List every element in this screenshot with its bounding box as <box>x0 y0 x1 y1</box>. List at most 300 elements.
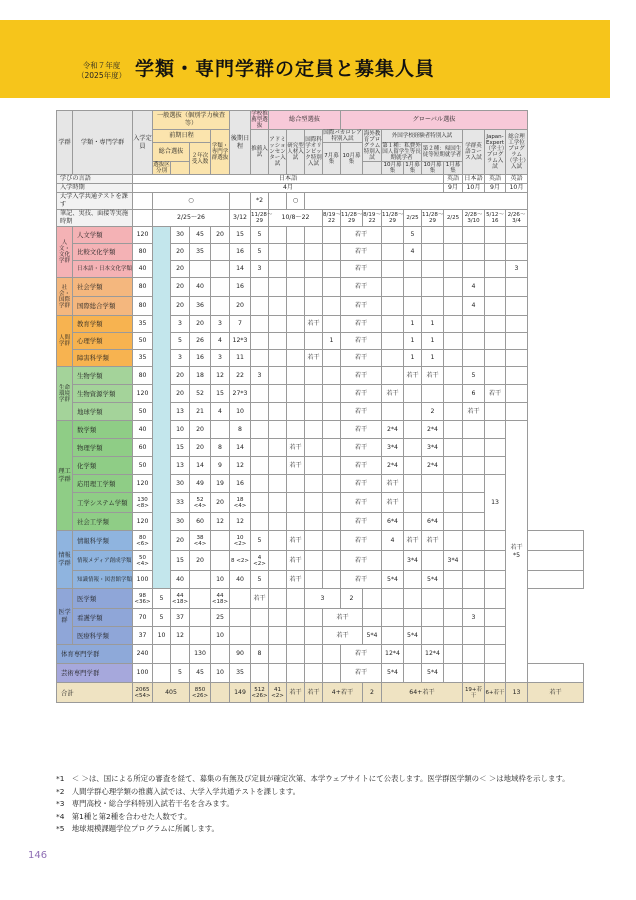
cell: 若干 <box>341 457 382 475</box>
cell <box>463 227 485 244</box>
cell <box>269 227 287 244</box>
cell: 若干 <box>341 475 382 493</box>
cell: 8 <box>211 439 230 457</box>
cell <box>485 664 506 683</box>
cell <box>404 589 422 609</box>
cell <box>269 297 287 316</box>
cell: 4 <box>211 333 230 350</box>
table-row <box>57 244 584 261</box>
cell <box>305 278 323 297</box>
col-olympic: 国際科学オリンピック特別入試 <box>305 130 323 175</box>
cell <box>382 316 404 333</box>
cell: 16 <box>230 278 251 297</box>
cell <box>251 316 269 333</box>
cell: 若干 <box>382 493 404 513</box>
cell <box>506 367 528 385</box>
cell <box>506 403 528 421</box>
cell: 405 <box>153 683 190 703</box>
row-label: 数学類 <box>73 421 133 439</box>
cell <box>251 403 269 421</box>
row-label: 医学類 <box>73 589 133 609</box>
cell: 60 <box>133 439 153 457</box>
cell: 3 <box>171 350 190 367</box>
cell <box>211 244 230 261</box>
cell: 2 <box>363 683 382 703</box>
cell <box>382 551 404 571</box>
info-cell: *2 <box>251 193 269 210</box>
cell <box>485 645 506 664</box>
cell <box>463 664 485 683</box>
cell <box>404 261 422 278</box>
cell <box>382 278 404 297</box>
footnote: *2 人間学群心理学類の推薦入試では、大学入学共通テストを課します。 <box>56 786 301 796</box>
cell: 19+若干 <box>463 683 485 703</box>
cell <box>287 278 305 297</box>
cell <box>251 627 269 645</box>
cell: 2 <box>341 589 363 609</box>
cell: 若干 <box>341 333 382 350</box>
cell <box>305 475 323 493</box>
cell <box>323 457 341 475</box>
cell: 15 <box>230 227 251 244</box>
table-row <box>57 421 584 439</box>
cell <box>323 551 341 571</box>
cell <box>382 297 404 316</box>
cell: 50 <4> <box>133 551 153 571</box>
cell <box>269 333 287 350</box>
cell: 若干 <box>485 385 506 403</box>
cell <box>528 571 584 589</box>
cell <box>323 385 341 403</box>
cell: 512 <26> <box>251 683 269 703</box>
row-label: 知識情報・図書館学類 <box>73 571 133 589</box>
cell: 6+若干 <box>485 683 506 703</box>
cell <box>506 297 528 316</box>
cell: 5*4 <box>382 571 404 589</box>
cell <box>269 664 287 683</box>
cell: 10 <box>230 403 251 421</box>
cell <box>444 278 463 297</box>
cell <box>485 261 506 278</box>
cell: 5*4 <box>363 627 382 645</box>
total-row <box>57 683 584 703</box>
cell <box>528 531 584 551</box>
col-sogo-bunka: 選抜区分別 <box>153 162 170 174</box>
cell <box>422 609 444 627</box>
info-cell: 10/8〜22 <box>269 210 323 227</box>
cell <box>171 645 190 664</box>
table-row <box>57 367 584 385</box>
cell <box>463 244 485 261</box>
cell: 4 <box>463 278 485 297</box>
cell <box>211 278 230 297</box>
page-number: 146 <box>28 850 48 861</box>
cell: 5 <box>251 227 269 244</box>
cell <box>506 316 528 333</box>
footnote: *5 地球規模課題学位プログラムに所属します。 <box>56 824 219 834</box>
cell <box>382 244 404 261</box>
year-line: （2025年度） <box>77 71 127 80</box>
table-row <box>57 333 584 350</box>
cell <box>211 261 230 278</box>
cell <box>305 609 323 627</box>
cell <box>444 493 463 513</box>
cell <box>323 571 341 589</box>
cell <box>251 350 269 367</box>
table-row <box>57 551 584 571</box>
col-c1: 1月募集 <box>405 162 420 174</box>
cell <box>305 367 323 385</box>
cell: 1 <box>404 333 422 350</box>
group-label: 情報学群 <box>57 531 73 589</box>
cell <box>269 531 287 551</box>
info-cell: 英語 <box>506 175 528 184</box>
cell: 70 <box>133 609 153 627</box>
cell <box>323 421 341 439</box>
cell <box>485 627 506 645</box>
cell <box>485 421 506 439</box>
cell <box>190 261 211 278</box>
cell <box>269 403 287 421</box>
cell <box>463 531 485 551</box>
cell: 若干 <box>341 316 382 333</box>
cell <box>287 513 305 531</box>
table-row <box>57 278 584 297</box>
cell: 80 <box>133 244 153 261</box>
cell: 若干 <box>341 571 382 589</box>
cell <box>251 439 269 457</box>
cell <box>463 350 485 367</box>
cell: 44 <18> <box>211 589 230 609</box>
cell <box>444 385 463 403</box>
info-cell: 10月 <box>506 184 528 193</box>
cell <box>382 261 404 278</box>
col-teiin: 入学定員 <box>133 111 153 175</box>
info-cell: 8/19〜22 <box>363 210 382 227</box>
row-label: 情報科学類 <box>73 531 133 551</box>
cell: 40 <box>133 421 153 439</box>
cell <box>463 316 485 333</box>
cell: 12*4 <box>382 645 404 664</box>
cell <box>323 367 341 385</box>
row-label: 比較文化学類 <box>73 244 133 261</box>
cell: 100 <box>133 571 153 589</box>
cell: 若干 <box>305 350 323 367</box>
cell <box>269 278 287 297</box>
cell <box>404 571 422 589</box>
cell <box>269 316 287 333</box>
table-row <box>57 531 584 551</box>
cell <box>463 645 485 664</box>
cell: 13 <box>171 457 190 475</box>
cell: 6*4 <box>422 513 444 531</box>
cell <box>404 664 422 683</box>
cell <box>269 385 287 403</box>
table-row <box>57 261 584 278</box>
cell: 45 <box>190 664 211 683</box>
cell <box>153 664 171 683</box>
cell <box>404 439 422 457</box>
cell <box>404 513 422 531</box>
cell <box>190 609 211 627</box>
cell <box>382 589 404 609</box>
cell: 5 <box>171 333 190 350</box>
cell: 41 <2> <box>269 683 287 703</box>
info-cell: 5/12〜16 <box>485 210 506 227</box>
cell: 15 <box>211 385 230 403</box>
info-cell <box>230 193 251 210</box>
cell <box>485 350 506 367</box>
cell: 1 <box>422 350 444 367</box>
row-label: 国際総合学類 <box>73 297 133 316</box>
cell <box>382 350 404 367</box>
cell: 1 <box>422 333 444 350</box>
chikyu-merged-cell: 若干 *5 <box>506 421 528 683</box>
cell <box>251 297 269 316</box>
cell: 8 <box>230 421 251 439</box>
cell <box>305 513 323 531</box>
cell <box>323 278 341 297</box>
cell <box>444 261 463 278</box>
cell <box>305 457 323 475</box>
cell <box>287 421 305 439</box>
table-row <box>57 627 584 645</box>
cell <box>444 609 463 627</box>
cell: 35 <box>133 350 153 367</box>
cell: 12 <box>230 457 251 475</box>
cell: 5*4 <box>422 571 444 589</box>
col-suisen: 推薦入試 <box>251 130 269 175</box>
cell: 若干 <box>287 683 305 703</box>
info-cell: ○ <box>153 193 230 210</box>
cell: 5 <box>251 244 269 261</box>
cell <box>190 589 211 609</box>
total-label: 合計 <box>57 683 133 703</box>
cell: 若干 <box>323 609 363 627</box>
cell <box>463 457 485 475</box>
info-cell: 2/25〜26 <box>153 210 230 227</box>
cell: 80 <box>133 367 153 385</box>
cell <box>506 278 528 297</box>
cell <box>251 609 269 627</box>
cell <box>444 333 463 350</box>
cell <box>463 513 485 531</box>
table-row <box>57 457 584 475</box>
col-2nen: ２年次受入数 <box>190 143 211 175</box>
cell: 850 <26> <box>190 683 211 703</box>
col-japan: Japan-Expert（学士）プログラム入試 <box>485 130 506 175</box>
cell: 20 <box>190 316 211 333</box>
table-row <box>57 297 584 316</box>
page-title: 学類・専門学群の定員と募集人員 <box>135 58 436 80</box>
cell: 3 <box>251 367 269 385</box>
cell: 20 <box>230 297 251 316</box>
col-c10: 10月募集 <box>383 162 402 174</box>
cell <box>251 421 269 439</box>
cell: 若干 <box>382 475 404 493</box>
cell: 130 <box>190 645 211 664</box>
cell: 2*4 <box>422 457 444 475</box>
cell: 3 <box>463 609 485 627</box>
cell: 19 <box>211 475 230 493</box>
cell: 16 <box>230 475 251 493</box>
col-dai2: 第２種：帰国生徒等短期就学者 <box>422 143 463 162</box>
row-label: 心理学類 <box>73 333 133 350</box>
cell <box>485 589 506 609</box>
col-sogogata: 総合型選抜 <box>269 111 341 130</box>
cell: 37 <box>171 609 190 627</box>
cell <box>269 513 287 531</box>
table-row <box>57 475 584 493</box>
row-label: 看護学類 <box>73 609 133 627</box>
cell <box>422 627 444 645</box>
cell <box>251 664 269 683</box>
cell <box>485 297 506 316</box>
cell <box>305 244 323 261</box>
cell <box>305 531 323 551</box>
cell: 若干 <box>341 385 382 403</box>
cell: 60 <box>190 513 211 531</box>
cell <box>287 475 305 493</box>
cell: 40 <box>171 571 190 589</box>
table-row <box>57 571 584 589</box>
col-gaikoku: 外国学校経験者特別入試 <box>382 130 463 143</box>
info-cell <box>133 193 153 210</box>
cell <box>251 475 269 493</box>
group-label: 人間学群 <box>57 316 73 367</box>
row-label: 物理学類 <box>73 439 133 457</box>
info-cell: 9月 <box>485 184 506 193</box>
cell: 36 <box>190 297 211 316</box>
row-label: 芸術専門学群 <box>57 664 133 683</box>
group-label: 人文・文化学群 <box>57 227 73 278</box>
cell: 5 <box>251 571 269 589</box>
cell: 4+若干 <box>323 683 363 703</box>
cell <box>506 227 528 244</box>
table-row <box>57 403 584 421</box>
cell: 27*3 <box>230 385 251 403</box>
cell: 25 <box>211 609 230 627</box>
cell: 120 <box>133 385 153 403</box>
cell <box>287 244 305 261</box>
cell: 37 <box>133 627 153 645</box>
cell: 80 <box>133 278 153 297</box>
info-cell: 英語 <box>485 175 506 184</box>
cell: 20 <box>190 551 211 571</box>
cell: 5 <box>153 609 171 627</box>
cell: 149 <box>230 683 251 703</box>
info-row-time <box>57 184 584 193</box>
row-label: 応用理工学類 <box>73 475 133 493</box>
cell: 20 <box>211 493 230 513</box>
cell <box>269 350 287 367</box>
cell: 20 <box>171 367 190 385</box>
cell: 52 <4> <box>190 493 211 513</box>
cell: 若干 <box>382 385 404 403</box>
cell <box>230 589 251 609</box>
cell <box>305 493 323 513</box>
cell <box>382 627 404 645</box>
cell: 120 <box>133 475 153 493</box>
cell: 2*4 <box>382 457 404 475</box>
info-cell: 英語 <box>444 175 463 184</box>
fiscal-year-label <box>77 61 126 81</box>
info-cell <box>133 210 153 227</box>
info-cell: 11/28〜29 <box>422 210 444 227</box>
info-row-language <box>57 175 584 184</box>
cell: 20 <box>190 439 211 457</box>
cell: 3 <box>211 316 230 333</box>
col-sogo-blank <box>171 162 190 175</box>
cell <box>382 367 404 385</box>
cell <box>528 664 584 683</box>
cell: 5 <box>404 227 422 244</box>
cell <box>211 421 230 439</box>
info-cell: 3/12 <box>230 210 251 227</box>
table-row <box>57 645 584 664</box>
col-gakurui-senmon: 学類・専門学群選抜 <box>211 130 230 175</box>
cell: 9 <box>211 457 230 475</box>
row-label: 化学類 <box>73 457 133 475</box>
cell: 若干 <box>404 531 422 551</box>
cell <box>287 316 305 333</box>
cell: 50 <box>133 403 153 421</box>
cell <box>463 439 485 457</box>
cell: 15 <box>171 551 190 571</box>
cell <box>287 367 305 385</box>
cell <box>444 571 463 589</box>
cell: 5*4 <box>422 664 444 683</box>
cell: 13 <box>506 683 528 703</box>
cell <box>444 439 463 457</box>
info-cell: 8/19〜22 <box>323 210 341 227</box>
group-label: 理工学群 <box>57 421 73 531</box>
col-global: グローバル選抜 <box>341 111 528 130</box>
cell <box>422 244 444 261</box>
group-label: 医学群 <box>57 589 73 645</box>
cell: 3*4 <box>382 439 404 457</box>
cell <box>422 261 444 278</box>
cell: 8 <2> <box>230 551 251 571</box>
cell: 33 <box>171 493 190 513</box>
cell: 120 <box>133 513 153 531</box>
info-row-dates <box>57 210 584 227</box>
cell <box>422 227 444 244</box>
cell <box>269 645 287 664</box>
col-koki: 後期日程 <box>230 111 251 175</box>
col-ac: アドミッションセンター入試 <box>269 130 287 175</box>
cell <box>463 627 485 645</box>
cell <box>323 244 341 261</box>
cell: 20 <box>211 227 230 244</box>
table-row <box>57 227 584 244</box>
cell <box>190 571 211 589</box>
cell <box>305 227 323 244</box>
cell <box>269 367 287 385</box>
cell <box>485 367 506 385</box>
cell <box>363 589 382 609</box>
info-cell: 9月 <box>444 184 463 193</box>
cell <box>404 609 422 627</box>
cell <box>463 571 485 589</box>
row-label: 体育専門学群 <box>57 645 133 664</box>
cell <box>422 551 444 571</box>
cell: 10 <box>153 627 171 645</box>
cell: 4 <box>211 403 230 421</box>
cell: 15 <box>171 439 190 457</box>
cell: 12*4 <box>422 645 444 664</box>
cell <box>269 261 287 278</box>
